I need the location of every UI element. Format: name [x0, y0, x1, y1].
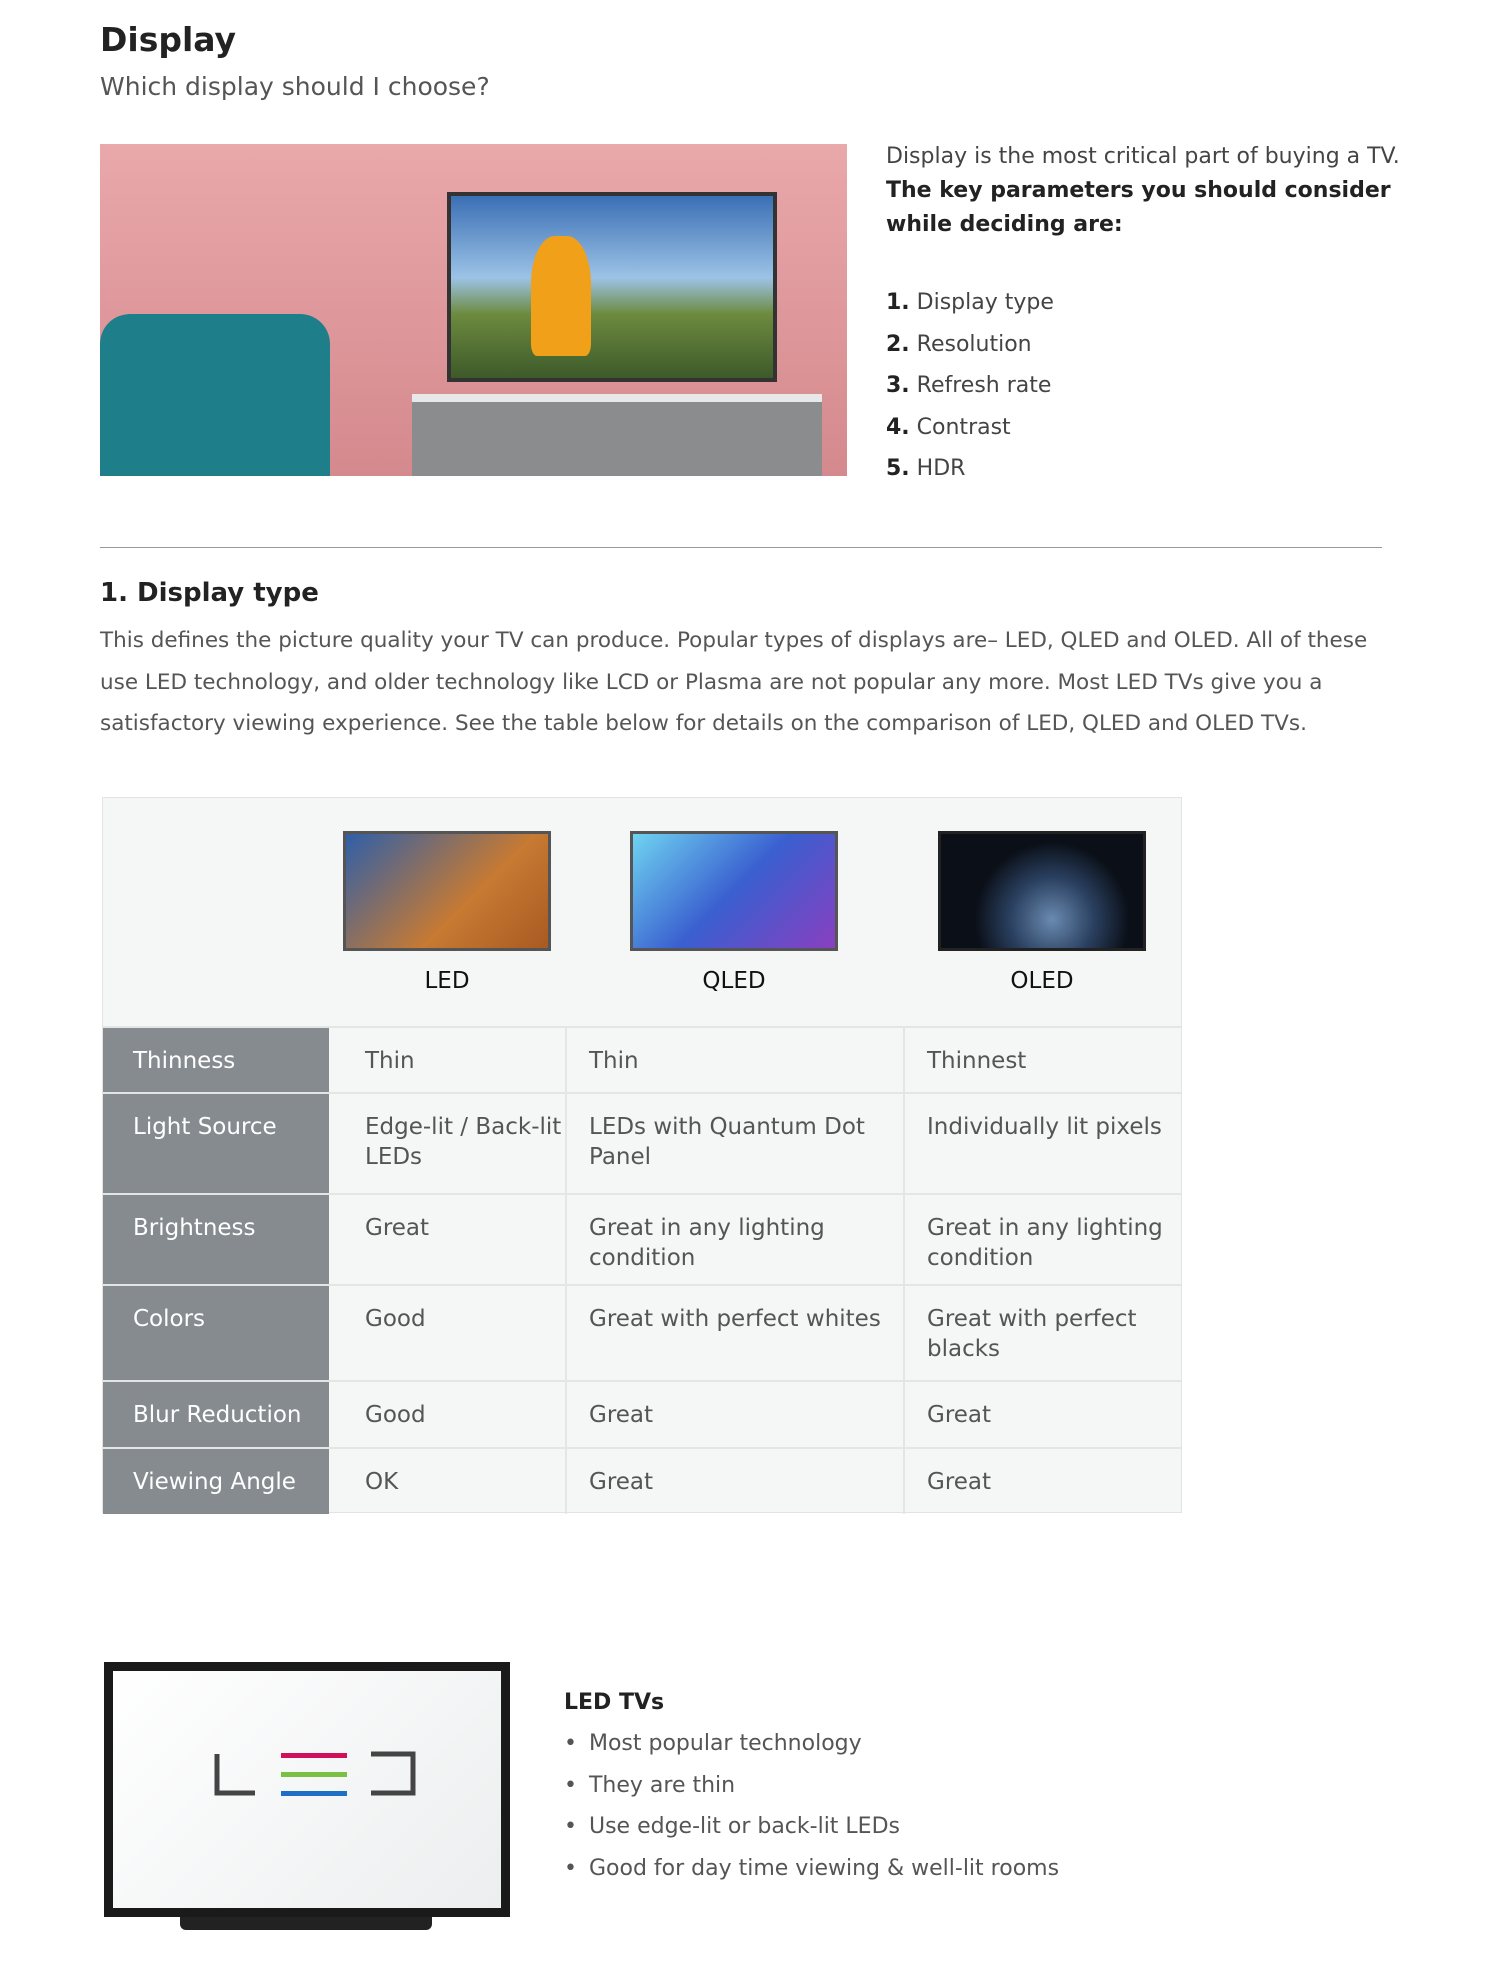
item-number: 1. — [886, 290, 910, 315]
led-logo-icon — [113, 1671, 501, 1908]
column-header-led — [329, 798, 565, 1026]
row-label: Blur Reduction — [103, 1382, 329, 1447]
qled-tv-image — [630, 831, 838, 951]
row-label: Light Source — [103, 1094, 329, 1193]
section-heading: 1. Display type — [100, 578, 319, 608]
chair-shape — [100, 314, 330, 476]
row-label: Viewing Angle — [103, 1449, 329, 1514]
item-text: Display type — [916, 290, 1054, 315]
table-row — [103, 1447, 1181, 1514]
table-cell: Individually lit pixels — [903, 1094, 1181, 1193]
table-cell: Thin — [365, 1048, 415, 1074]
column-label: LED — [424, 968, 470, 994]
column-header-oled — [903, 798, 1181, 1026]
hero-tv-image — [100, 144, 847, 476]
table-cell: Great in any lighting condition — [903, 1195, 1181, 1284]
item-text: Refresh rate — [916, 373, 1052, 398]
row-label: Thinness — [103, 1028, 329, 1092]
table-cell: Great — [903, 1382, 1181, 1447]
item-text: HDR — [916, 456, 966, 481]
parameter-list — [886, 282, 1054, 490]
bullet-item: • Most popular technology — [564, 1731, 862, 1756]
item-number: 2. — [886, 331, 910, 357]
row-label: Colors — [103, 1286, 329, 1380]
led-tv-logo-image — [104, 1662, 510, 1917]
page-subtitle: Which display should I choose? — [100, 72, 490, 101]
table-row — [103, 1193, 1181, 1284]
intro-line: Display is the most critical part of buying a TV. — [886, 144, 1400, 169]
table-cell: Good — [365, 1402, 426, 1428]
table-cell: Thinnest — [903, 1028, 1181, 1092]
parameter-item — [886, 365, 1054, 407]
column-label: QLED — [702, 968, 766, 994]
column-header-qled — [565, 798, 903, 1026]
led-tv-image — [343, 831, 551, 951]
page-title: Display — [100, 20, 237, 59]
table-row — [103, 1284, 1181, 1380]
table-row — [103, 1026, 1181, 1092]
item-number: 3. — [886, 373, 910, 398]
bullet-item: • Use edge-lit or back-lit LEDs — [564, 1814, 900, 1839]
table-cell: Edge-lit / Back-lit LEDs — [365, 1114, 562, 1170]
table-cell: Great with perfect whites — [565, 1286, 903, 1380]
item-text: Contrast — [916, 414, 1011, 440]
yellow-dress-figure — [531, 236, 591, 356]
table-cell: OK — [365, 1469, 399, 1495]
table-cell: Great with perfect blacks — [903, 1286, 1181, 1380]
parameter-item — [886, 324, 1054, 366]
tv-stand-cabinet — [412, 394, 822, 476]
section-paragraph: This defines the picture quality your TV can produce. Popular types of displays are– LED, QLED and OLED. All of these use LED technology, and older technology like LCD or Plasma are not popular any more. Most LED TVs give you a satisfactory viewing experience. See the table below for details on the comparison of LED, QLED and OLED TVs. — [100, 628, 1368, 736]
parameter-item — [886, 407, 1054, 449]
bullet-item: • They are thin — [564, 1773, 735, 1798]
divider — [100, 547, 1382, 548]
tv-screen — [447, 192, 777, 382]
column-label: OLED — [1010, 968, 1074, 994]
table-cell: Great — [903, 1449, 1181, 1514]
item-number: 4. — [886, 414, 910, 440]
item-number: 5. — [886, 456, 910, 481]
parameter-item — [886, 282, 1054, 324]
table-row — [103, 1380, 1181, 1447]
row-label: Brightness — [103, 1195, 329, 1284]
intro-bold: The key parameters you should consider while deciding are: — [886, 178, 1391, 237]
comparison-table — [102, 797, 1182, 1513]
tv-stand — [180, 1917, 432, 1930]
item-text: Resolution — [916, 331, 1032, 357]
table-cell: LEDs with Quantum Dot Panel — [565, 1094, 903, 1193]
table-cell: Thin — [565, 1028, 903, 1092]
table-cell: Great — [565, 1382, 903, 1447]
table-cell: Great — [365, 1215, 430, 1241]
intro-text — [886, 140, 1406, 242]
table-cell: Good — [365, 1306, 426, 1332]
parameter-item — [886, 448, 1054, 490]
led-section-title: LED TVs — [564, 1690, 665, 1715]
table-cell: Great in any lighting condition — [565, 1195, 903, 1284]
table-cell: Great — [565, 1449, 903, 1514]
oled-tv-image — [938, 831, 1146, 951]
table-row — [103, 1092, 1181, 1193]
bullet-item: • Good for day time viewing & well-lit rooms — [564, 1856, 1059, 1881]
